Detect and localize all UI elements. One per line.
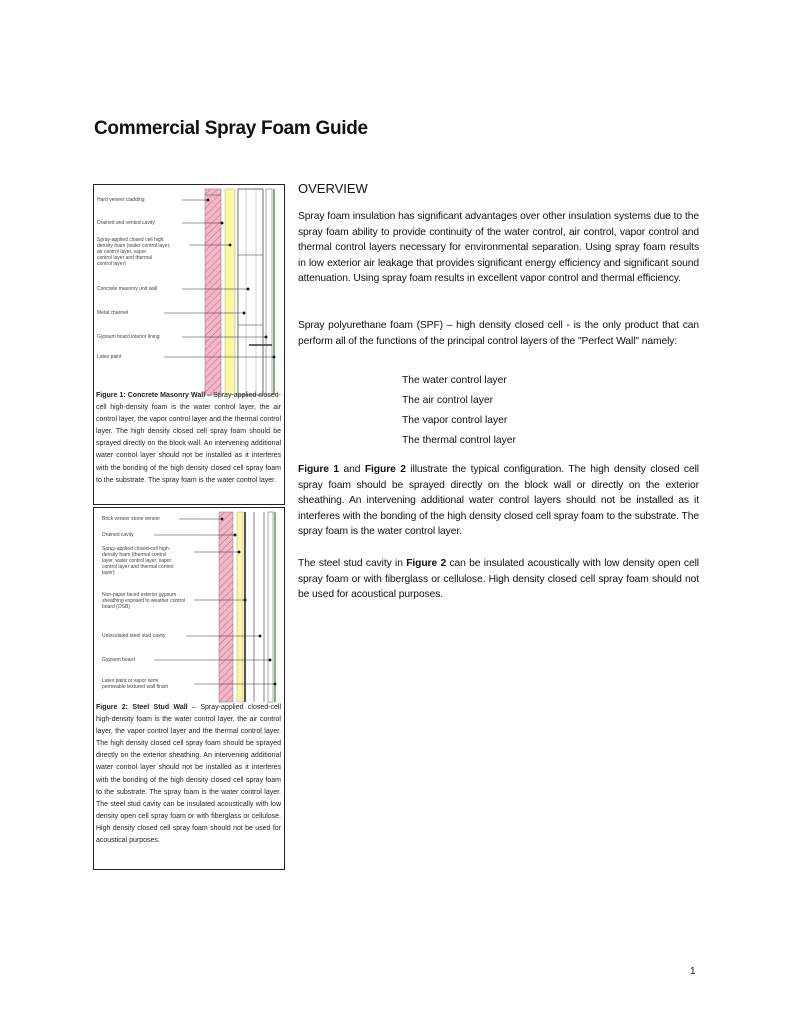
figure-2-caption-label: Figure 2: Steel Stud Wall	[96, 704, 188, 711]
figure-2-ref: Figure 2	[364, 464, 406, 475]
callout-veneer: Brick veneer stone veneer	[102, 516, 161, 522]
overview-heading: OVERVIEW	[298, 181, 368, 196]
figure-2-ref: Figure 2	[406, 558, 447, 569]
para3-and: and	[338, 464, 365, 475]
para3-text: illustrate the typical configuration. The high density closed cell spray foam should be sprayed directly on the block wall or directly on the exterior sheathing. An intervening additional water control layers should not be installed as it interferes with the bonding of the high density closed cell spray foam to the substrate. The spray foam is the water control layer.	[298, 464, 699, 538]
callout-cladding: Hard veneer cladding	[97, 197, 145, 203]
list-item: The air control layer	[402, 395, 493, 406]
gypsum-layer	[266, 189, 272, 395]
callout-drained-cavity: Drained cavity	[102, 532, 134, 538]
para4-text-a: The steel stud cavity in	[298, 558, 407, 569]
brick-veneer-layer	[205, 189, 221, 395]
cmu-block-layer	[238, 189, 263, 395]
callout-stud-cavity: Uninsulated steel stud cavity	[102, 633, 166, 639]
brick-veneer-layer	[219, 512, 233, 702]
figure-1-caption-text: – Spray-applied closed-cell high-density foam is the water control layer, the air control layer, the vapor control layer and the thermal control layer. The high density closed cell spray foam should be sprayed directly on the block wall. An intervening additional water control layer should not be installed as it interferes with the bonding of the high density closed cell spray foam to the substrate. The spray foam is the water control layer.	[96, 392, 281, 484]
figure-1-ref: Figure 1	[298, 464, 339, 475]
callout-cmu: Concrete masonry unit wall	[97, 286, 158, 292]
callout-gypsum: Gypsum board	[102, 657, 135, 663]
list-item: The thermal control layer	[402, 435, 516, 446]
para4-text-b: can be insulated acoustically with low density open cell spray foam or with fiberglass or cellulose. High density closed cell spray foam should not be used for acoustical purposes.	[298, 558, 699, 601]
overview-paragraph-1: Spray foam insulation has significant advantages over other insulation systems due to the spray foam ability to provide continuity of the water control, air control, vapor control and thermal control layers necessary for environmental separation. Using spray foam results in low exterior air leakage that provides significant energy efficiency and significant sound attenuation. Using spray foam results in excellent vapor control and thermal efficiency.	[298, 211, 699, 285]
overview-paragraph-3	[298, 462, 699, 540]
list-item: The vapor control layer	[402, 415, 508, 426]
figure-1-caption	[96, 390, 281, 487]
callout-spray-foam: Spray-applied closed-cell high- density foam (thermal control layer, water control layer, vapor control layer and thermal control layer)	[102, 546, 174, 576]
figure-2-caption	[96, 702, 281, 847]
callout-paint: Latex paint	[97, 354, 122, 360]
callout-spray-foam: Spray-applied closed cell high density foam (water control layer, air control layer, vapor control layer and thermal control layer)	[97, 237, 171, 267]
overview-paragraph-2: Spray polyurethane foam (SPF) – high density closed cell - is the only product that can perform all of the functions of the principal control layers of the "Perfect Wall" namely:	[298, 320, 699, 347]
spray-foam-layer	[225, 189, 235, 395]
sheathing-layer	[244, 512, 246, 702]
callout-sheathing: Non-paper faced exterior gypsum sheathing exposed to weather control board (OSB)	[102, 592, 186, 610]
figure-1	[93, 184, 285, 505]
gypsum-layer	[268, 512, 273, 702]
callout-paint: Latex paint or vapor semi permeable textured wall finish	[102, 678, 169, 690]
figure-2-caption-text: – Spray-applied closed-cell high-density foam is the water control layer, the air control layer, the vapor control layer and the thermal control layer. The high density closed cell spray foam should be sprayed directly on the exterior sheathing. An intervening additional water control layer should not be installed as it interferes with the bonding of the high density closed cell spray foam to the substrate. The spray foam is the water control layer. The steel stud cavity can be insulated acoustically with low density open cell spray foam or with fiberglass or cellulose. High density closed cell spray foam should not be used for acoustical purposes.	[96, 704, 281, 845]
callout-metal-channel: Metal channel	[97, 310, 129, 316]
callout-cavity: Drained and vented cavity	[97, 220, 155, 226]
figure-1-caption-label: Figure 1: Concrete Masonry Wall	[96, 392, 206, 399]
figure-2	[93, 507, 285, 870]
overview-paragraph-4	[298, 556, 699, 603]
page-title: Commercial Spray Foam Guide	[94, 118, 368, 139]
control-layer-list	[402, 371, 516, 451]
spray-foam-layer	[237, 512, 243, 702]
page-number: 1	[690, 966, 696, 977]
callout-gypsum: Gypsum board interior lining	[97, 334, 160, 340]
list-item: The water control layer	[402, 375, 507, 386]
